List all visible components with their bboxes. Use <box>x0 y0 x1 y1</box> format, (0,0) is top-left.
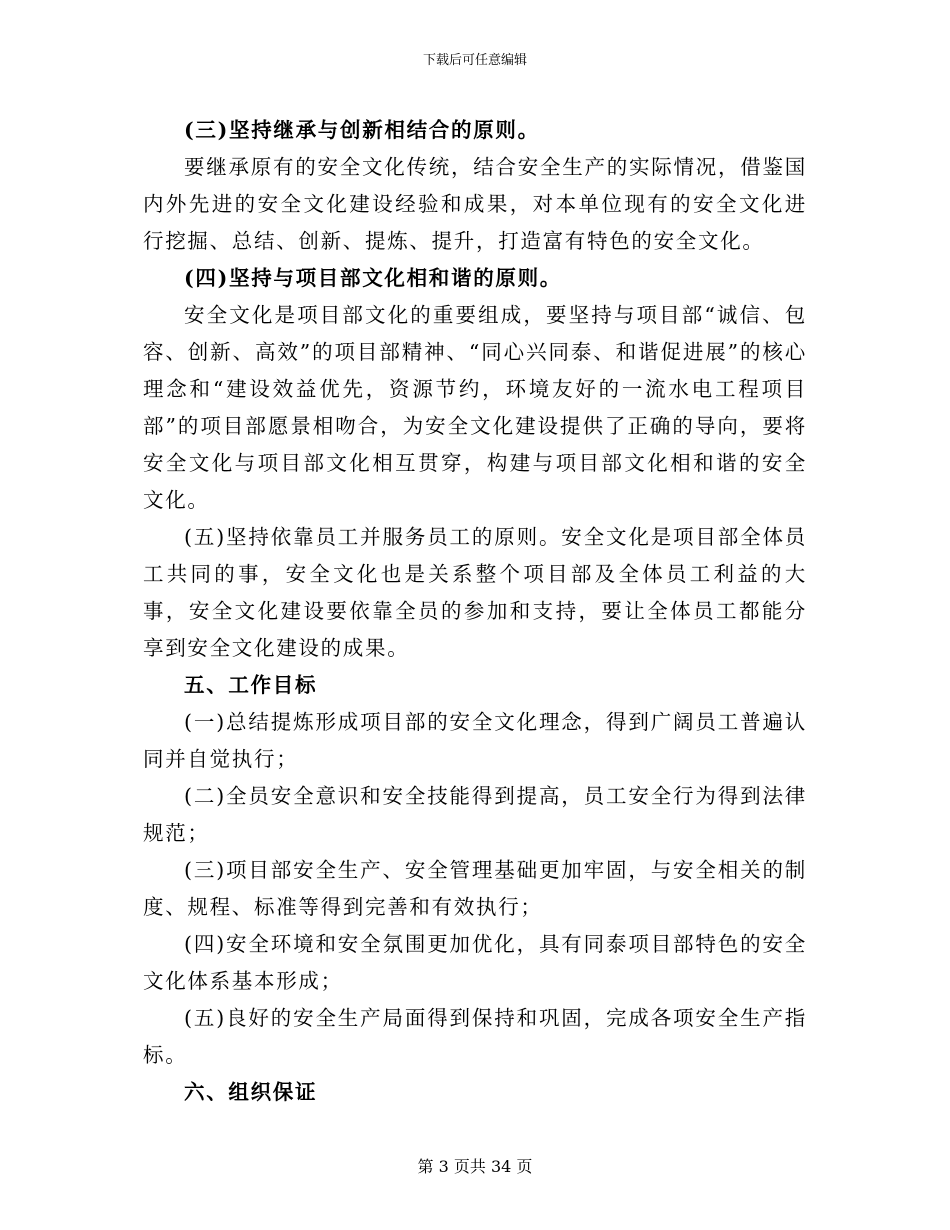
section-heading: (三)坚持继承与创新相结合的原则。 <box>184 118 540 142</box>
list-item: (三)项目部安全生产、安全管理基础更加牢固，与安全相关的制度、规程、标准等得到完善和有效执行； <box>143 858 807 919</box>
section-heading: 六、组织保证 <box>184 1080 318 1104</box>
body-paragraph: 要继承原有的安全文化传统，结合安全生产的实际情况，借鉴国内外先进的安全文化建设经验和成果，对本单位现有的安全文化进行挖掘、总结、创新、提炼、提升，打造富有特色的安全文化。 <box>143 155 807 253</box>
document-body <box>143 112 807 1111</box>
list-item: (一)总结提炼形成项目部的安全文化理念，得到广阔员工普遍认同并自觉执行； <box>143 710 807 771</box>
page-footer: 第 3 页共 34 页 <box>417 1157 533 1176</box>
list-item: (四)安全环境和安全氛围更加优化，具有同泰项目部特色的安全文化体系基本形成； <box>143 932 807 993</box>
page-header: 下载后可任意编辑 <box>422 53 527 68</box>
body-paragraph: (五)坚持依靠员工并服务员工的原则。安全文化是项目部全体员工共同的事，安全文化也是关系整个项目部及全体员工利益的大事，安全文化建设要依靠全员的参加和支持，要让全体员工都能分享到安全文化建设的成果。 <box>143 525 807 660</box>
body-paragraph: 安全文化是项目部文化的重要组成，要坚持与项目部“诚信、包容、创新、高效”的项目部精神、“同心兴同泰、和谐促进展”的核心理念和“建设效益优先，资源节约，环境友好的一流水电工程项目部”的项目部愿景相吻合，为安全文化建设提供了正确的导向，要将安全文化与项目部文化相互贯穿，构建与项目部文化相和谐的安全文化。 <box>143 303 807 512</box>
list-item: (二)全员安全意识和安全技能得到提高，员工安全行为得到法律规范； <box>143 784 807 845</box>
section-heading: (四)坚持与项目部文化相和谐的原则。 <box>184 266 562 290</box>
list-item: (五)良好的安全生产局面得到保持和巩固，完成各项安全生产指标。 <box>143 1006 807 1067</box>
section-heading: 五、工作目标 <box>184 673 318 697</box>
